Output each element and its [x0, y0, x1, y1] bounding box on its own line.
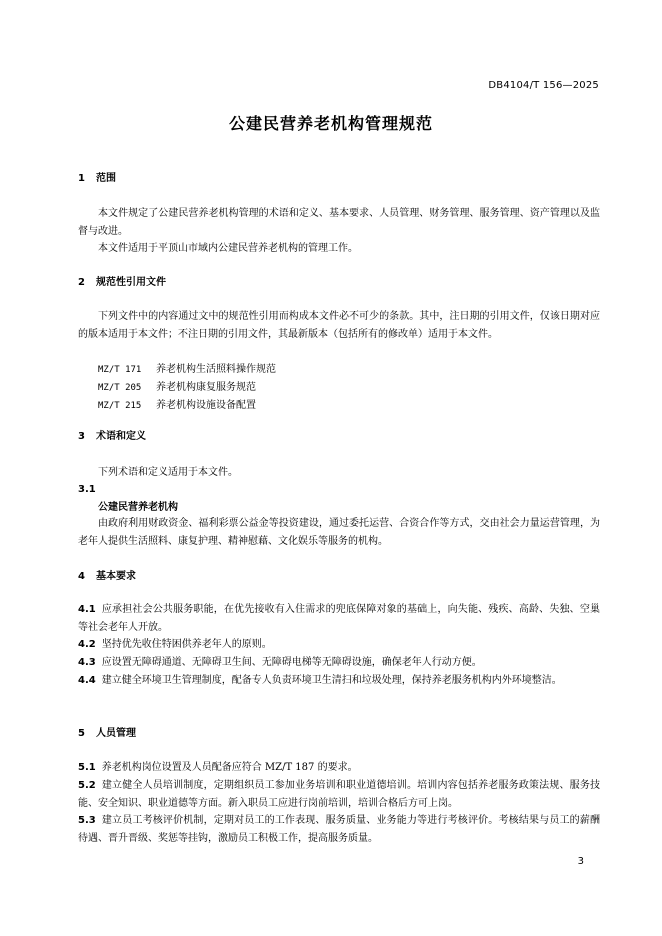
- section-number: 3: [78, 431, 85, 442]
- clause: [78, 601, 600, 637]
- clause-text: 建立健全环境卫生管理制度，配备专人负责环境卫生清扫和垃圾处理，保持养老服务机构内外环境整洁。: [101, 675, 562, 686]
- section-number: 1: [78, 173, 85, 184]
- section-number: 2: [78, 277, 85, 288]
- clause: [78, 812, 600, 848]
- section-1-heading: [78, 172, 600, 186]
- paragraph: 下列文件中的内容通过文中的规范性引用而构成本文件必不可少的条款。其中，注日期的引用文件，仅该日期对应的版本适用于本文件；不注日期的引用文件，其最新版本（包括所有的修改单）适用于本文件。: [78, 311, 600, 340]
- normative-references-list: [98, 361, 620, 415]
- section-number: 4: [78, 571, 85, 582]
- clause-text: 应设置无障碍通道、无障碍卫生间、无障碍电梯等无障碍设施，确保老年人行动方便。: [101, 657, 482, 668]
- reference-item: [98, 379, 620, 397]
- clause: [78, 777, 600, 813]
- reference-code: MZ/T 205: [98, 383, 142, 393]
- clause-number: 5.2: [78, 780, 96, 791]
- section-title: 人员管理: [96, 728, 136, 739]
- reference-item: [98, 361, 620, 379]
- clause-text: 应承担社会公共服务职能，在优先接收有入住需求的兜底保障对象的基础上，向失能、残疾、高龄、失独、空巢等社会老年人开放。: [78, 604, 600, 633]
- reference-name: 养老机构生活照料操作规范: [156, 364, 276, 375]
- term-number: 3.1: [78, 484, 96, 495]
- clause-text: 建立健全人员培训制度，定期组织员工参加业务培训和职业道德培训。培训内容包括养老服务政策法规、服务技能、安全知识、职业道德等方面。新入职员工应进行岗前培训，培训合格后方可上岗。: [78, 780, 600, 809]
- paragraph: 下列术语和定义适用于本文件。: [98, 467, 238, 478]
- clause-number: 5.1: [78, 762, 96, 773]
- reference-code: MZ/T 171: [98, 365, 142, 375]
- document-code: DB4104/T 156—2025: [488, 80, 599, 91]
- page-number: 3: [577, 856, 584, 867]
- paragraph: 本文件适用于平顶山市域内公建民营养老机构的管理工作。: [98, 243, 358, 254]
- document-title: 公建民营养老机构管理规范: [228, 114, 433, 133]
- clause-number: 4.3: [78, 657, 96, 668]
- section-4-heading: [78, 570, 600, 584]
- term-name: 公建民营养老机构: [98, 502, 178, 513]
- term-definition: 由政府利用财政资金、福利彩票公益金等投资建设，通过委托运营、合资合作等方式，交由社会力量运营管理，为老年人提供生活照料、康复护理、精神慰藉、文化娱乐等服务的机构。: [78, 518, 600, 547]
- section-title: 基本要求: [96, 571, 136, 582]
- clause: [78, 759, 600, 777]
- clause-text: 坚持优先收住特困供养老年人的原则。: [101, 639, 272, 650]
- clause: [78, 636, 600, 654]
- reference-name: 养老机构设施设备配置: [156, 400, 256, 411]
- section-title: 范围: [96, 173, 116, 184]
- clause-number: 4.2: [78, 639, 96, 650]
- reference-item: [98, 397, 620, 415]
- clause-number: 4.4: [78, 675, 96, 686]
- section-number: 5: [78, 728, 85, 739]
- clause-text: 建立员工考核评价机制，定期对员工的工作表现、服务质量、业务能力等进行考核评价。考核结果与员工的薪酬待遇、晋升晋级、奖惩等挂钩，激励员工积极工作，提高服务质量。: [78, 815, 600, 844]
- section-title: 规范性引用文件: [96, 277, 166, 288]
- section-5-heading: [78, 727, 600, 741]
- clause-text: 养老机构岗位设置及人员配备应符合 MZ/T 187 的要求。: [101, 762, 358, 773]
- clause: [78, 672, 600, 690]
- clause: [78, 654, 600, 672]
- reference-name: 养老机构康复服务规范: [156, 382, 256, 393]
- paragraph: 本文件规定了公建民营养老机构管理的术语和定义、基本要求、人员管理、财务管理、服务管理、资产管理以及监督与改进。: [78, 208, 600, 237]
- clause-number: 4.1: [78, 604, 96, 615]
- clause-number: 5.3: [78, 815, 96, 826]
- section-2-heading: [78, 276, 600, 290]
- reference-code: MZ/T 215: [98, 401, 142, 411]
- section-title: 术语和定义: [96, 431, 146, 442]
- section-3-heading: [78, 430, 600, 444]
